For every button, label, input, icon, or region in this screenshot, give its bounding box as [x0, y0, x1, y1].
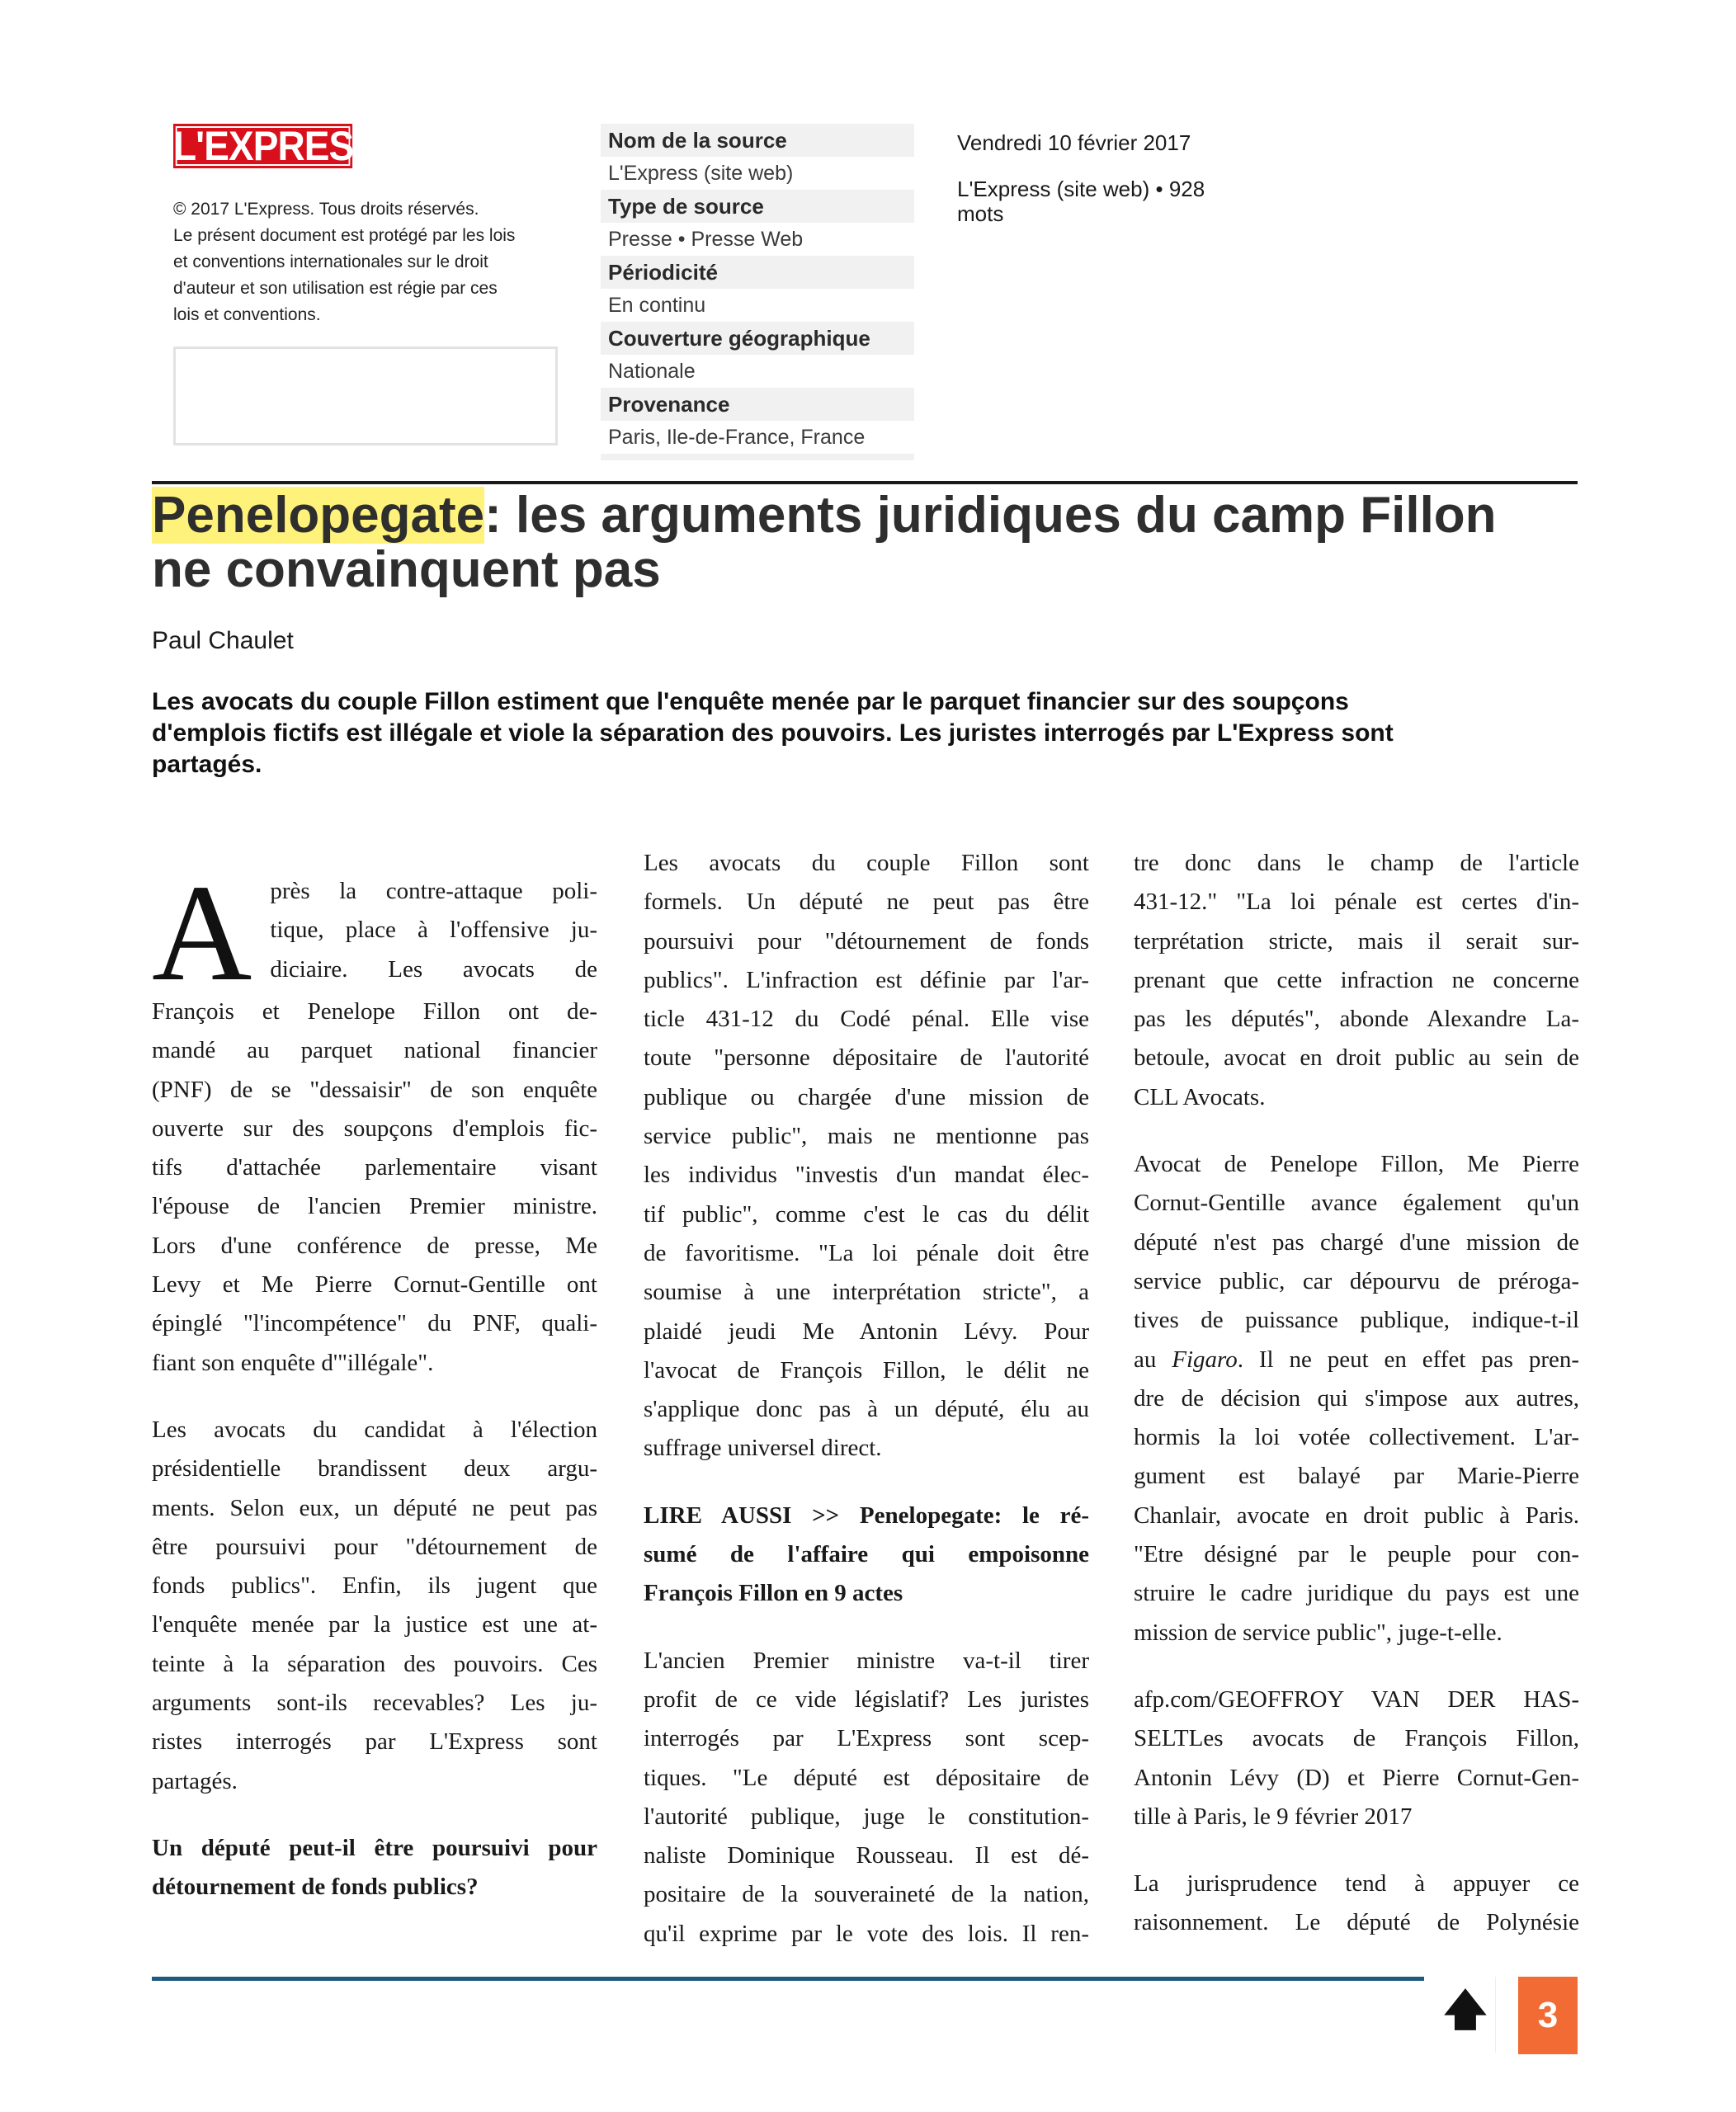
text-line: ouverte sur des soupçons d'emplois fic-	[152, 1115, 597, 1142]
text-line: s'applique donc pas à un député, élu au	[644, 1396, 1089, 1423]
text-line: teinte à la séparation des pouvoirs. Ces	[152, 1650, 597, 1677]
text-line: ments. Selon eux, un député ne peut pas	[152, 1494, 597, 1521]
meta-label: Provenance	[601, 388, 914, 421]
text-line: betoule, avocat en droit public au sein de	[1134, 1044, 1579, 1072]
text-line: tre donc dans le champ de l'article	[1134, 850, 1579, 876]
text-line: François Fillon en 9 actes	[644, 1580, 903, 1607]
text-line: dre de décision qui s'impose aux autres,	[1134, 1384, 1579, 1412]
text-line: publics". L'infraction est définie par l'ar-	[644, 966, 1089, 993]
text-line: l'enquête menée par la justice est une at-	[152, 1611, 597, 1638]
text-line: afp.com/GEOFFROY VAN DER HAS-	[1134, 1685, 1579, 1713]
text-line: Les avocats du candidat à l'élection	[152, 1416, 597, 1443]
text-line: Lors d'une conférence de presse, Me	[152, 1232, 597, 1259]
source-wordcount-line: mots	[957, 201, 1004, 226]
text-line: diciaire. Les avocats de	[270, 955, 597, 983]
text-line: interrogés par L'Express sont scep-	[644, 1725, 1089, 1752]
article-headline	[152, 488, 1587, 597]
text-line: Levy et Me Pierre Cornut-Gentille ont	[152, 1271, 597, 1299]
text-line: tives de puissance publique, indique-t-il	[1134, 1307, 1579, 1334]
text-line: détournement de fonds publics?	[152, 1874, 479, 1901]
text-line: François et Penelope Fillon ont de-	[152, 998, 597, 1025]
page-number: 3	[1518, 1977, 1578, 2054]
text-line: poursuivi pour "détournement de fonds	[644, 927, 1089, 955]
text-line: naliste Dominique Rousseau. Il est dé-	[644, 1842, 1089, 1869]
copyright-line: Le présent document est protégé par les lois	[173, 226, 516, 245]
meta-value: Presse • Presse Web	[608, 228, 804, 251]
text-line: Les avocats du couple Fillon sont	[644, 850, 1089, 876]
text-line: l'autorité publique, juge le constitution-	[644, 1803, 1089, 1830]
text-line: près la contre-attaque poli-	[270, 878, 597, 904]
text-line: de favoritisme. "La loi pénale doit être	[644, 1239, 1089, 1266]
dropcap: A	[152, 856, 252, 1010]
meta-source-type	[601, 190, 914, 256]
meta-label: Type de source	[601, 190, 914, 223]
text-line: tille à Paris, le 9 février 2017	[1134, 1803, 1413, 1830]
text-line: SELTLes avocats de François Fillon,	[1134, 1725, 1579, 1752]
meta-periodicity	[601, 256, 914, 322]
meta-coverage	[601, 322, 914, 388]
text-line: l'avocat de François Fillon, le délit ne	[644, 1356, 1089, 1384]
text-line: (PNF) de se "dessaisir" de son enquête	[152, 1076, 597, 1103]
source-wordcount-line: L'Express (site web) • 928	[957, 177, 1205, 201]
text-line: l'épouse de l'ancien Premier ministre.	[152, 1193, 597, 1220]
text-line: tique, place à l'offensive ju-	[270, 917, 597, 944]
meta-value: En continu	[608, 294, 706, 317]
text-line: tif public", comme c'est le cas du délit	[644, 1200, 1089, 1228]
text-line: député n'est pas chargé d'une mission de	[1134, 1228, 1579, 1256]
text-line: ticle 431-12 du Codé pénal. Elle vise	[644, 1006, 1089, 1033]
text-line: gument est balayé par Marie-Pierre	[1134, 1463, 1579, 1490]
text-line: partagés.	[152, 1767, 238, 1794]
copyright-line: et conventions internationales sur le droit	[173, 252, 488, 271]
read-also-link[interactable]	[644, 1497, 1089, 1614]
text-line: L'ancien Premier ministre va-t-il tirer	[644, 1647, 1089, 1674]
text-line: publique ou chargée d'une mission de	[644, 1083, 1089, 1110]
text-line: formels. Un député ne peut pas être	[644, 889, 1089, 916]
lexpress-logo: L'EXPRESS	[173, 123, 379, 169]
text-line: service public", mais ne mentionne pas	[644, 1123, 1089, 1150]
footer-rule	[152, 1977, 1424, 1981]
text-line: suffrage universel direct.	[644, 1435, 882, 1462]
text-line: hormis la loi votée collectivement. L'ar-	[1134, 1424, 1579, 1451]
article-column-2	[644, 844, 1089, 1954]
paragraph	[1134, 844, 1579, 1117]
text-line: 431-12." "La loi pénale est certes d'in-	[1134, 889, 1579, 916]
text-line: Antonin Lévy (D) et Pierre Cornut-Gen-	[1134, 1764, 1579, 1791]
text-line: terprétation stricte, mais il serait sur-	[1134, 927, 1579, 955]
publication-info	[957, 129, 1254, 226]
text-line: qu'il exprime par le vote des lois. Il ren-	[644, 1920, 1089, 1947]
article-lede	[152, 686, 1587, 780]
text-line: struire le cadre juridique du pays est une	[1134, 1580, 1579, 1607]
text-line: Avocat de Penelope Fillon, Me Pierre	[1134, 1151, 1579, 1178]
text-line: fonds publics". Enfin, ils jugent que	[152, 1572, 597, 1600]
copyright-line: d'auteur et son utilisation est régie par ces	[173, 279, 498, 298]
text-line: Cornut-Gentille avance également qu'un	[1134, 1190, 1579, 1217]
meta-label: Périodicité	[601, 256, 914, 289]
lede-line: Les avocats du couple Fillon estiment que l'enquête menée par le parquet financier sur des soupçons	[152, 688, 1349, 715]
paragraph	[644, 844, 1089, 1468]
meta-value: Paris, Ile-de-France, France	[608, 426, 866, 449]
arrow-up-icon[interactable]: 🡅	[1436, 1977, 1496, 2053]
text-line: tifs d'attachée parlementaire visant	[152, 1154, 597, 1181]
meta-source-name	[601, 124, 914, 190]
empty-frame	[173, 346, 558, 446]
text-line: arguments sont-ils recevables? Les ju-	[152, 1690, 597, 1717]
text-line: positaire de la souveraineté de la nation,	[644, 1881, 1089, 1908]
text-line: plaidé jeudi Me Antonin Lévy. Pour	[644, 1318, 1089, 1345]
headline-rule	[152, 481, 1578, 484]
text-line: LIRE AUSSI >> Penelopegate: le ré-	[644, 1502, 1089, 1529]
text-line: les individus "investis d'un mandat élec-	[644, 1162, 1089, 1189]
copyright-line: lois et conventions.	[173, 305, 321, 324]
text-line: fiant son enquête d'"illégale".	[152, 1349, 434, 1376]
headline-text: : les arguments juridiques du camp Fillon	[484, 487, 1497, 544]
photo-caption	[1134, 1681, 1579, 1836]
text-line: mandé au parquet national financier	[152, 1037, 597, 1064]
lede-line: d'emplois fictifs est illégale et viole la séparation des pouvoirs. Les juristes interrogés par L'Express sont	[152, 719, 1394, 747]
copyright-line: © 2017 L'Express. Tous droits réservés.	[173, 200, 479, 219]
search-highlight: Penelopegate	[152, 487, 485, 544]
article-column-1	[152, 856, 597, 1907]
text-line: être poursuivi pour "détournement de	[152, 1533, 597, 1560]
paragraph	[644, 1642, 1089, 1954]
meta-provenance	[601, 388, 914, 454]
headline-line: ne convainquent pas	[152, 541, 661, 598]
text-line: toute "personne dépositaire de l'autorité	[644, 1044, 1089, 1072]
text-line: ristes interrogés par L'Express sont	[152, 1728, 597, 1756]
article-author: Paul Chaulet	[152, 627, 294, 654]
text-line: au Figaro. Il ne peut en effet pas pren-	[1134, 1346, 1579, 1373]
meta-label: Couverture géographique	[601, 322, 914, 355]
text-line: prenant que cette infraction ne concerne	[1134, 966, 1579, 993]
meta-label: Nom de la source	[601, 124, 914, 157]
text-line: La jurisprudence tend à appuyer ce	[1134, 1870, 1579, 1898]
source-metadata	[601, 124, 914, 460]
text-line: service public, car dépourvu de préroga-	[1134, 1267, 1579, 1294]
article-column-3	[1134, 844, 1579, 1943]
publication-date: Vendredi 10 février 2017	[957, 130, 1191, 155]
text-line: mission de service public", juge-t-elle.	[1134, 1619, 1502, 1646]
text-line: soumise à une interprétation stricte", a	[644, 1279, 1089, 1306]
meta-divider	[601, 454, 914, 460]
text-line: tiques. "Le député est dépositaire de	[644, 1764, 1089, 1791]
text-line: présidentielle brandissent deux argu-	[152, 1455, 597, 1483]
subheading	[152, 1829, 597, 1907]
meta-value: L'Express (site web)	[608, 162, 794, 185]
headline-line	[152, 488, 1587, 543]
text-line: pas les députés", abonde Alexandre La-	[1134, 1006, 1579, 1033]
source-wordcount	[957, 177, 1254, 226]
paragraph	[152, 1411, 597, 1801]
copyright-notice	[173, 196, 565, 328]
text-line: profit de ce vide législatif? Les juristes	[644, 1685, 1089, 1713]
paragraph	[1134, 1864, 1579, 1943]
lede-line: partagés.	[152, 751, 262, 778]
text-line: Un député peut-il être poursuivi pour	[152, 1834, 597, 1861]
paragraph	[152, 992, 597, 1383]
text-line: sumé de l'affaire qui empoisonne	[644, 1541, 1089, 1568]
text-line: épinglé "l'incompétence" du PNF, quali-	[152, 1310, 597, 1337]
paragraph	[1134, 1145, 1579, 1652]
meta-value: Nationale	[608, 360, 696, 383]
dropcap-paragraph	[152, 856, 597, 1010]
text-line: raisonnement. Le député de Polynésie	[1134, 1909, 1579, 1936]
text-line: Chanlair, avocate en droit public à Paris.	[1134, 1502, 1579, 1529]
text-line: "Etre désigné par le peuple pour con-	[1134, 1541, 1579, 1568]
text-line: CLL Avocats.	[1134, 1083, 1266, 1110]
